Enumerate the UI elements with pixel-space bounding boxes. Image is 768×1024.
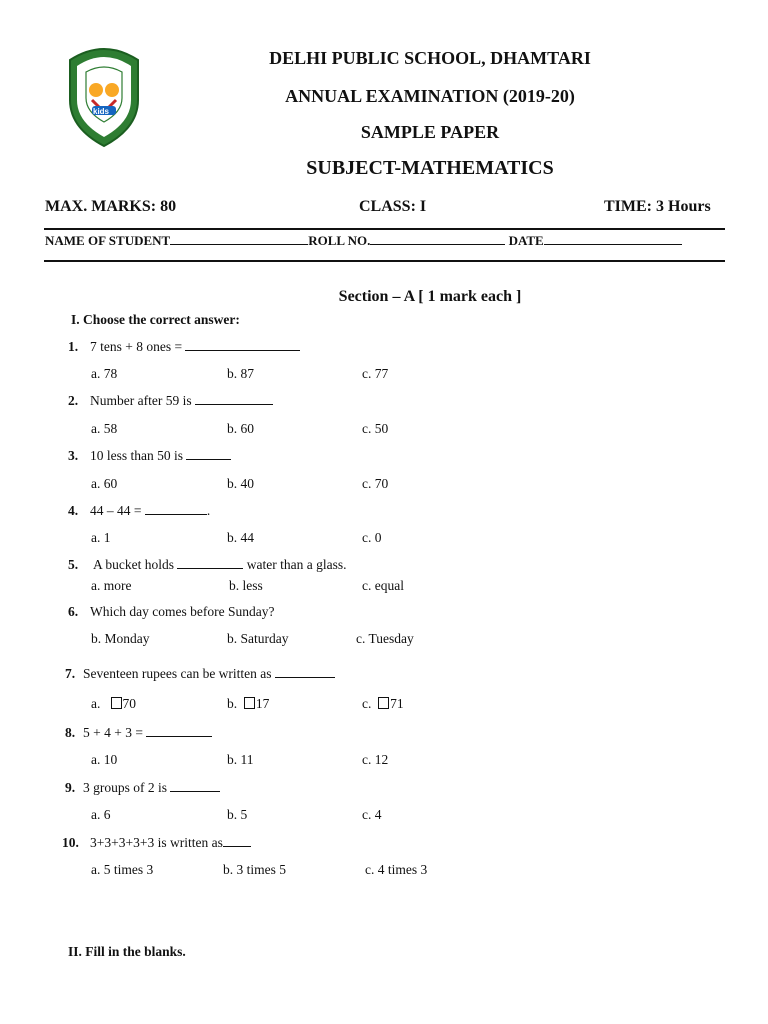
rupee-symbol-icon bbox=[378, 697, 389, 709]
answer-blank[interactable] bbox=[185, 339, 300, 351]
option-b[interactable]: b. 11 bbox=[227, 752, 254, 767]
question-5 bbox=[68, 557, 346, 573]
exam-title: ANNUAL EXAMINATION (2019-20) bbox=[285, 86, 575, 106]
option-b[interactable]: b. Saturday bbox=[227, 631, 289, 646]
time-label: TIME: 3 Hours bbox=[604, 198, 711, 215]
option-b[interactable]: b. 3 times 5 bbox=[223, 862, 286, 877]
option-letter: c. bbox=[362, 696, 372, 711]
top-divider bbox=[44, 228, 725, 230]
option-b[interactable]: b. less bbox=[229, 578, 263, 593]
question-text: Number after 59 is bbox=[90, 393, 192, 408]
question-number: 7. bbox=[65, 666, 76, 681]
answer-blank[interactable] bbox=[177, 557, 243, 569]
option-a[interactable]: a. 58 bbox=[91, 421, 118, 436]
school-name: DELHI PUBLIC SCHOOL, DHAMTARI bbox=[269, 48, 591, 68]
option-c[interactable]: c. Tuesday bbox=[356, 631, 414, 646]
question-8 bbox=[65, 725, 212, 741]
option-value: 17 bbox=[255, 696, 270, 711]
name-label: NAME OF STUDENT bbox=[45, 233, 171, 248]
option-a[interactable]: b. Monday bbox=[91, 631, 150, 646]
option-b[interactable]: b. 87 bbox=[227, 366, 254, 381]
question-1 bbox=[68, 339, 300, 355]
answer-blank[interactable] bbox=[195, 393, 273, 405]
answer-blank[interactable] bbox=[223, 835, 251, 847]
name-field[interactable] bbox=[170, 233, 308, 245]
answer-blank[interactable] bbox=[186, 448, 231, 460]
question-text: 3 groups of 2 is bbox=[83, 780, 167, 795]
max-marks: MAX. MARKS: 80 bbox=[45, 198, 177, 215]
question-text: Which day comes before Sunday? bbox=[90, 604, 275, 619]
section-title: Section – A [ 1 mark each ] bbox=[338, 288, 522, 305]
subject-title: SUBJECT-MATHEMATICS bbox=[306, 157, 554, 179]
rupee-symbol-icon bbox=[111, 697, 122, 709]
option-c[interactable]: c. 4 times 3 bbox=[365, 862, 428, 877]
question-text: 44 – 44 = bbox=[90, 503, 142, 518]
answer-blank[interactable] bbox=[145, 503, 207, 515]
option-b[interactable] bbox=[227, 696, 269, 712]
option-a[interactable]: a. more bbox=[91, 578, 132, 593]
option-c[interactable]: c. 12 bbox=[362, 752, 389, 767]
question-number: 6. bbox=[68, 604, 79, 619]
logo-text: kids bbox=[93, 107, 110, 116]
question-text: 3+3+3+3+3 is written as bbox=[90, 835, 223, 850]
question-number: 2. bbox=[68, 393, 79, 408]
question-number: 1. bbox=[68, 339, 79, 354]
question-text: 7 tens + 8 ones = bbox=[90, 339, 183, 354]
option-b[interactable]: b. 40 bbox=[227, 476, 254, 491]
question-9 bbox=[65, 780, 220, 796]
question-text: A bucket holds bbox=[93, 557, 174, 572]
part-one-heading: I. Choose the correct answer: bbox=[71, 312, 240, 327]
question-number: 4. bbox=[68, 503, 79, 518]
answer-blank[interactable] bbox=[146, 725, 212, 737]
question-suffix: . bbox=[206, 503, 211, 518]
option-c[interactable] bbox=[362, 696, 404, 712]
option-value: 70 bbox=[122, 696, 136, 711]
option-a[interactable]: a. 60 bbox=[91, 476, 118, 491]
option-a[interactable]: a. 78 bbox=[91, 366, 118, 381]
option-c[interactable]: c. 4 bbox=[362, 807, 382, 822]
class-label: CLASS: I bbox=[359, 198, 427, 215]
date-label: DATE bbox=[508, 233, 544, 248]
question-text: 5 + 4 + 3 = bbox=[83, 725, 143, 740]
question-4 bbox=[68, 503, 210, 519]
option-c[interactable]: c. 70 bbox=[362, 476, 389, 491]
question-2 bbox=[68, 393, 273, 409]
question-3 bbox=[68, 448, 231, 464]
question-10 bbox=[62, 835, 251, 851]
rupee-symbol-icon bbox=[244, 697, 255, 709]
paper-title: SAMPLE PAPER bbox=[360, 122, 500, 142]
roll-label: ROLL NO. bbox=[308, 233, 371, 248]
option-b[interactable]: b. 44 bbox=[227, 530, 254, 545]
answer-blank[interactable] bbox=[170, 780, 220, 792]
option-letter: a. bbox=[91, 696, 101, 711]
option-c[interactable]: c. 50 bbox=[362, 421, 389, 436]
option-c[interactable]: c. equal bbox=[362, 578, 404, 593]
option-value: 71 bbox=[390, 696, 404, 711]
student-fields bbox=[45, 233, 682, 249]
question-suffix: water than a glass. bbox=[246, 557, 347, 572]
option-b[interactable]: b. 5 bbox=[227, 807, 248, 822]
question-number: 5. bbox=[68, 557, 79, 572]
bottom-divider bbox=[44, 260, 725, 262]
question-number: 10. bbox=[62, 835, 79, 850]
part-two-heading: II. Fill in the blanks. bbox=[68, 944, 186, 959]
question-7 bbox=[65, 666, 335, 682]
question-number: 9. bbox=[65, 780, 76, 795]
date-field[interactable] bbox=[544, 233, 682, 245]
roll-field[interactable] bbox=[370, 233, 505, 245]
option-a[interactable] bbox=[91, 696, 136, 712]
answer-blank[interactable] bbox=[275, 666, 335, 678]
option-a[interactable]: a. 5 times 3 bbox=[91, 862, 154, 877]
question-text: 10 less than 50 is bbox=[90, 448, 183, 463]
option-a[interactable]: a. 10 bbox=[91, 752, 118, 767]
option-c[interactable]: c. 0 bbox=[362, 530, 382, 545]
option-b[interactable]: b. 60 bbox=[227, 421, 254, 436]
option-letter: b. bbox=[227, 696, 238, 711]
question-number: 8. bbox=[65, 725, 76, 740]
option-a[interactable]: a. 1 bbox=[91, 530, 111, 545]
option-a[interactable]: a. 6 bbox=[91, 807, 111, 822]
option-c[interactable]: c. 77 bbox=[362, 366, 389, 381]
question-number: 3. bbox=[68, 448, 79, 463]
question-6 bbox=[68, 604, 274, 620]
question-text: Seventeen rupees can be written as bbox=[83, 666, 272, 681]
